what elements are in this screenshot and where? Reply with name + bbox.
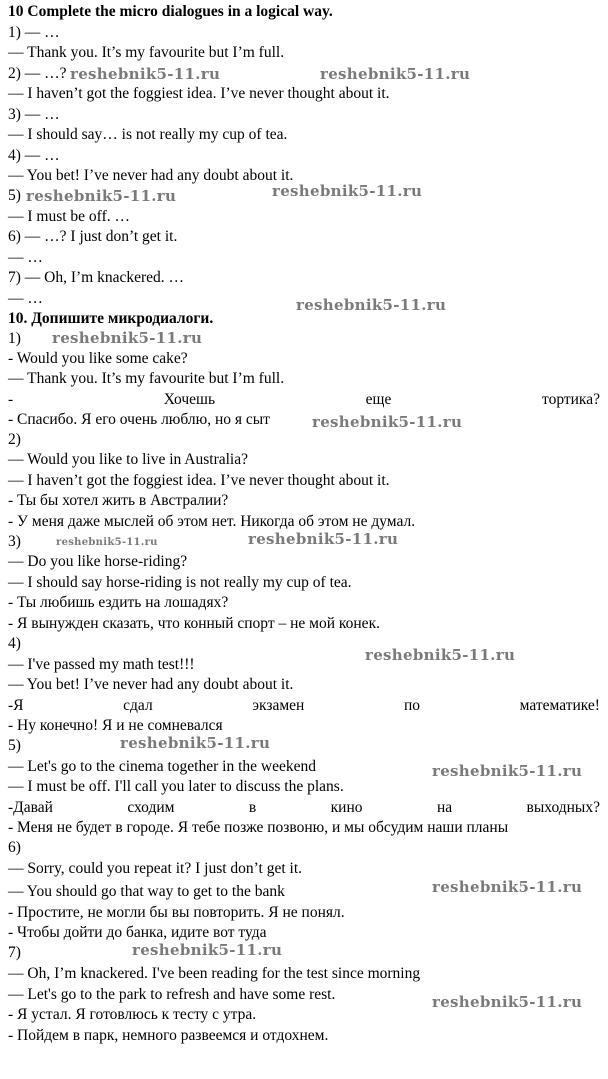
dialogue-line: — I must be off. I'll call you later to discuss the plans. bbox=[8, 778, 344, 795]
dialogue-number: 1) bbox=[8, 330, 21, 347]
watermark: reshebnik5-11.ru bbox=[248, 530, 399, 548]
dialogue-line: 5) bbox=[8, 187, 21, 204]
watermark: reshebnik5-11.ru bbox=[432, 993, 583, 1011]
watermark: reshebnik5-11.ru bbox=[120, 734, 271, 752]
dialogue-line: — Let's go to the park to refresh and have some rest. bbox=[8, 986, 336, 1003]
dialogue-line: - Ну конечно! Я и не сомневался bbox=[8, 717, 223, 734]
dialogue-line: - Я устал. Я готовлюсь к тесту с утра. bbox=[8, 1006, 257, 1023]
watermark: reshebnik5-11.ru bbox=[432, 762, 583, 780]
dialogue-line: — You should go that way to get to the bank bbox=[8, 883, 285, 900]
dialogue-line-justified bbox=[8, 390, 600, 410]
word: экзамен bbox=[252, 697, 305, 714]
dialogue-line: - Я вынужден сказать, что конный спорт – не мой конек. bbox=[8, 615, 380, 632]
word: -Давай bbox=[8, 799, 53, 816]
dialogue-line: — I haven’t got the foggiest idea. I’ve never thought about it. bbox=[8, 85, 390, 102]
dialogue-line: — Do you like horse-riding? bbox=[8, 553, 188, 570]
watermark: reshebnik5-11.ru bbox=[312, 413, 463, 431]
dialogue-line: - Простите, не могли бы вы повторить. Я не понял. bbox=[8, 904, 345, 921]
watermark: reshebnik5-11.ru bbox=[56, 537, 158, 548]
word: - bbox=[8, 391, 14, 408]
dialogue-number: 5) bbox=[8, 737, 21, 754]
word: еще bbox=[365, 391, 392, 408]
dialogue-line: 2) — …? bbox=[8, 65, 67, 82]
dialogue-line: - Would you like some cake? bbox=[8, 350, 188, 367]
exercise-title-en: 10 Complete the micro dialogues in a logical way. bbox=[8, 3, 333, 20]
dialogue-line: 7) — Oh, I’m knackered. … bbox=[8, 269, 185, 286]
word: -Я bbox=[8, 697, 24, 714]
dialogue-number: 6) bbox=[8, 839, 21, 856]
dialogue-line: — Thank you. It’s my favourite but I’m full. bbox=[8, 370, 285, 387]
dialogue-number: 7) bbox=[8, 944, 21, 961]
dialogue-line: 4) — … bbox=[8, 147, 60, 164]
dialogue-line-justified bbox=[8, 798, 600, 818]
dialogue-line: — Let's go to the cinema together in the weekend bbox=[8, 758, 316, 775]
dialogue-number: 2) bbox=[8, 431, 21, 448]
dialogue-number: 3) bbox=[8, 533, 21, 550]
watermark: reshebnik5-11.ru bbox=[132, 941, 283, 959]
dialogue-line: — … bbox=[8, 249, 43, 266]
word: Хочешь bbox=[163, 391, 216, 408]
dialogue-line: — Thank you. It’s my favourite but I’m full. bbox=[8, 44, 285, 61]
watermark: reshebnik5-11.ru bbox=[70, 65, 221, 83]
dialogue-line: - У меня даже мыслей об этом нет. Никогда об этом не думал. bbox=[8, 513, 416, 530]
word: на bbox=[436, 799, 453, 816]
watermark: reshebnik5-11.ru bbox=[365, 646, 516, 664]
dialogue-line: — You bet! I’ve never had any doubt about it. bbox=[8, 676, 294, 693]
word: сходим bbox=[127, 799, 175, 816]
dialogue-number: 4) bbox=[8, 635, 21, 652]
dialogue-line: — I must be off. … bbox=[8, 208, 130, 225]
dialogue-line: 1) — … bbox=[8, 24, 60, 41]
word: тортика? bbox=[542, 391, 600, 408]
watermark: reshebnik5-11.ru bbox=[52, 329, 203, 347]
dialogue-line: — … bbox=[8, 290, 43, 307]
dialogue-line: — I've passed my math test!!! bbox=[8, 656, 195, 673]
dialogue-line: - Меня не будет в городе. Я тебе позже позвоню, и мы обсудим наши планы bbox=[8, 819, 509, 836]
dialogue-line: - Спасибо. Я его очень люблю, но я сыт bbox=[8, 411, 270, 428]
dialogue-line: — Sorry, could you repeat it? I just don’t get it. bbox=[8, 860, 303, 877]
dialogue-line: - Ты любишь ездить на лошадях? bbox=[8, 594, 229, 611]
dialogue-line-justified bbox=[8, 696, 600, 716]
word: кино bbox=[330, 799, 363, 816]
dialogue-line: - Ты бы хотел жить в Австралии? bbox=[8, 492, 229, 509]
word: математике! bbox=[519, 697, 600, 714]
dialogue-line: 3) — … bbox=[8, 106, 60, 123]
exercise-title-ru: 10. Допишите микродиалоги. bbox=[8, 310, 214, 327]
dialogue-line: - Чтобы дойти до банка, идите вот туда bbox=[8, 924, 267, 941]
watermark: reshebnik5-11.ru bbox=[432, 878, 583, 896]
dialogue-line: — I should say horse-riding is not really my cup of tea. bbox=[8, 574, 352, 591]
word: в bbox=[248, 799, 257, 816]
dialogue-line: — Would you like to live in Australia? bbox=[8, 451, 248, 468]
dialogue-line: — Oh, I’m knackered. I've been reading for the test since morning bbox=[8, 965, 421, 982]
watermark: reshebnik5-11.ru bbox=[320, 65, 471, 83]
word: по bbox=[403, 697, 421, 714]
dialogue-line: - Пойдем в парк, немного развеемся и отдохнем. bbox=[8, 1027, 329, 1044]
word: выходных? bbox=[526, 799, 600, 816]
watermark: reshebnik5-11.ru bbox=[26, 187, 177, 205]
word: сдал bbox=[123, 697, 153, 714]
watermark: reshebnik5-11.ru bbox=[296, 296, 447, 314]
dialogue-line: 6) — …? I just don’t get it. bbox=[8, 228, 178, 245]
watermark: reshebnik5-11.ru bbox=[272, 182, 423, 200]
dialogue-line: — I should say… is not really my cup of tea. bbox=[8, 126, 288, 143]
dialogue-line: — I haven’t got the foggiest idea. I’ve never thought about it. bbox=[8, 472, 390, 489]
dialogue-line: — You bet! I’ve never had any doubt about it. bbox=[8, 167, 294, 184]
